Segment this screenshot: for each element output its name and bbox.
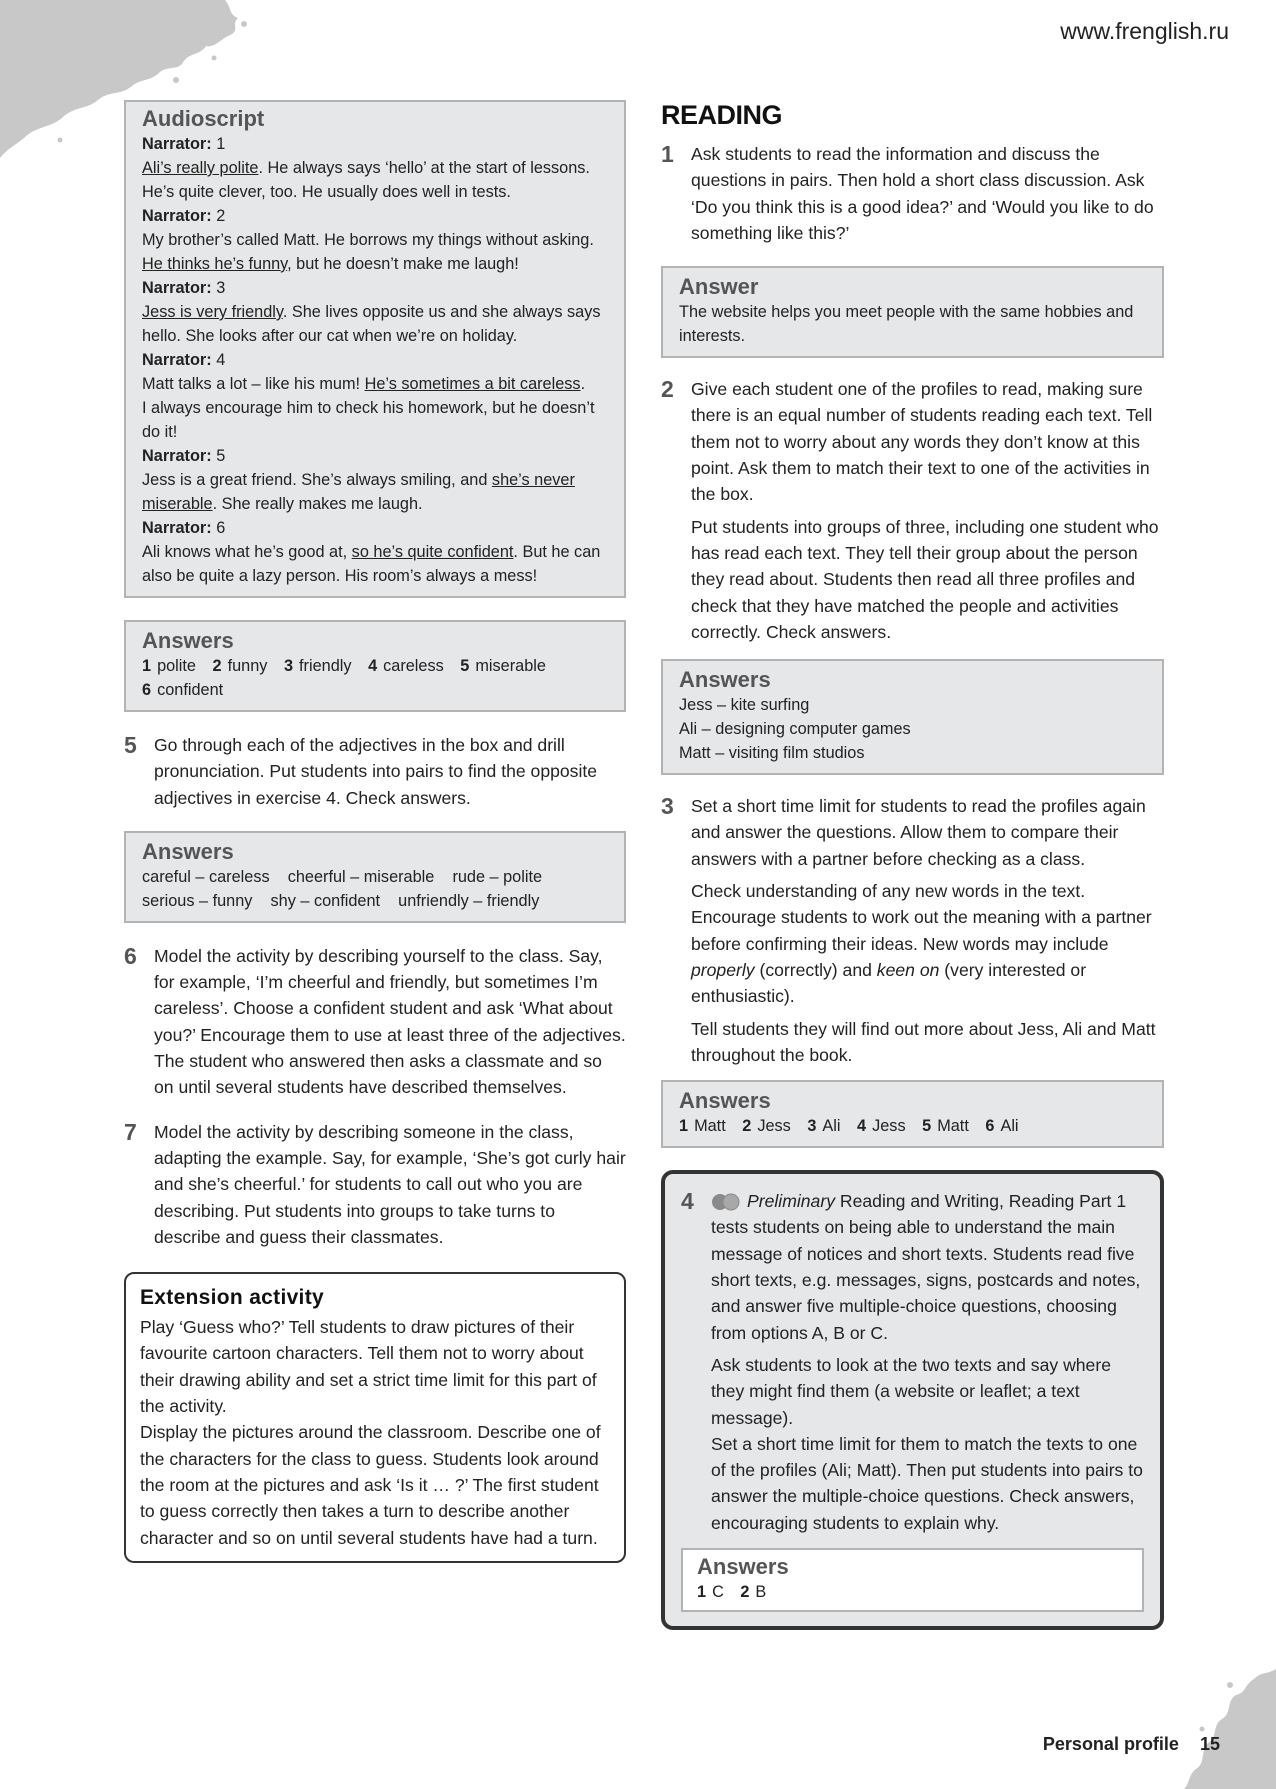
narrator-number: 1: [216, 135, 226, 153]
right-column: [661, 100, 1164, 1630]
answer-text: The website helps you meet people with the same hobbies and interests.: [679, 303, 1134, 346]
narrator-label: Narrator:: [142, 279, 212, 297]
exercise-7: [124, 1119, 626, 1256]
script-text: Ali knows what he’s good at,: [142, 543, 352, 561]
underlined-phrase: He’s sometimes a bit careless: [364, 375, 581, 393]
section-title: Personal profile: [1042, 1734, 1179, 1754]
text-span: (correctly) and: [754, 959, 877, 980]
reading-exercise-4: [681, 1188, 1144, 1542]
answers-line: [142, 889, 610, 913]
reading-exercise-3: [661, 793, 1164, 1074]
audioscript-box: [124, 100, 626, 598]
answer-pair: cheerful – miserable: [287, 867, 435, 886]
answers-list: [679, 1114, 1148, 1138]
answer-text: confident: [157, 681, 224, 699]
answers-title: Answers: [697, 1553, 789, 1579]
answer-text: Jess: [757, 1117, 791, 1136]
script-text: . She lives opposite us and she always says: [282, 303, 601, 321]
text-span: Reading and Writing, Reading Part 1 tests students on being able to understand the main message of notices and short texts. Students read five short texts, e.g. messages, signs, postcards and notes, and answer five multiple-choice questions, choosing from options A, B or C.: [711, 1191, 1141, 1343]
answers-title: Answers: [679, 1088, 771, 1114]
exercise-text: [711, 1188, 1144, 1346]
underlined-phrase: Ali’s really polite: [142, 159, 259, 177]
exercise-text: Put students into groups of three, including one student who has read each text. They tell their group about the person they read about. Students then read all three profiles and check that they have matched the people and activities correctly. Check answers.: [691, 516, 1159, 642]
narrator-number: 4: [216, 351, 226, 369]
exercise-text: Go through each of the adjectives in the box and drill pronunciation. Put students into pairs to find the opposite adjectives in exercise 4. Check answers.: [154, 735, 598, 808]
exercise-number: 4: [681, 1188, 694, 1215]
narrator-label: Narrator:: [142, 447, 212, 465]
audioscript-title: Audioscript: [142, 106, 265, 131]
answer-number: 2: [742, 1117, 752, 1136]
answer-number: 2: [212, 657, 222, 675]
extension-paragraph-1: Play ‘Guess who?’ Tell students to draw pictures of their favourite cartoon characters. Tell them not to worry about their drawing ability and set a strict time limit for this part of the activity.: [140, 1317, 597, 1417]
answer-text: Matt: [937, 1117, 969, 1136]
narrator-number: 5: [216, 447, 226, 465]
narrator-number: 2: [216, 207, 226, 225]
exercise-text: Give each student one of the profiles to read, making sure there is an equal number of students reading each text. Tell them not to worry about any words they don’t know at this point. Ask them to match their text to one of the activities in the box.: [691, 379, 1153, 505]
left-column: [124, 100, 626, 1563]
answers-reading-3-box: [661, 1080, 1164, 1148]
answer-number: 2: [740, 1582, 750, 1601]
answer-number: 1: [142, 657, 152, 675]
answer-number: 1: [697, 1582, 707, 1601]
exercise-number: 7: [124, 1118, 137, 1145]
answers-reading-4-box: [681, 1548, 1144, 1612]
preliminary-exam-box: [661, 1170, 1164, 1630]
reading-exercise-1: [661, 141, 1164, 252]
italic-word: properly: [691, 959, 755, 980]
exercise-text: Set a short time limit for students to read the profiles again and answer the questions. Allow them to compare their answers with a partner before checking as a class.: [691, 796, 1146, 869]
underlined-phrase: Jess is very friendly: [142, 303, 283, 321]
script-text: .: [580, 375, 586, 393]
answer-text: C: [712, 1582, 724, 1601]
answer-title: Answer: [679, 274, 759, 300]
script-text: Matt talks a lot – like his mum!: [142, 375, 365, 393]
answers-line: [142, 865, 610, 889]
answer-number: 4: [857, 1117, 867, 1136]
exercise-text: Model the activity by describing someone in the class, adapting the example. Say, for example, ‘She’s got curly hair and she’s cheerful.’ for students to call out who you are describing. Put students into groups to take turns to describe and guess their classmates.: [154, 1121, 626, 1247]
answer-pair: unfriendly – friendly: [398, 891, 540, 910]
exercise-number: 6: [124, 942, 137, 969]
script-text: I always encourage him to check his homework, but he doesn’t do it!: [142, 399, 595, 441]
script-text: , but he doesn’t make me laugh!: [287, 255, 519, 273]
page-footer: [1043, 1734, 1220, 1755]
answer-text: funny: [227, 657, 268, 675]
exercise-text: Ask students to look at the two texts and say where they might find them (a website or leaflet; a text message).: [711, 1354, 1111, 1428]
answer-number: 5: [460, 657, 470, 675]
page-number: 15: [1199, 1734, 1220, 1754]
exercise-text: Tell students they will find out more about Jess, Ali and Matt throughout the book.: [691, 1018, 1156, 1065]
italic-word: keen on: [876, 959, 940, 980]
exercise-6: [124, 943, 626, 1107]
script-text: . But he can also be quite a lazy person. His room’s always a mess!: [142, 543, 601, 585]
answer-line: Jess – kite surfing: [679, 696, 810, 715]
answer-text: careless: [383, 657, 444, 675]
answer-text: Jess: [872, 1117, 906, 1136]
answers-list: [142, 654, 610, 702]
answer-reading-1-box: [661, 266, 1164, 358]
answer-number: 4: [368, 657, 378, 675]
narrator-label: Narrator:: [142, 519, 212, 537]
answer-number: 6: [142, 681, 152, 699]
answer-line: Matt – visiting film studios: [679, 744, 865, 763]
answer-text: B: [755, 1582, 767, 1601]
answer-pair: shy – confident: [270, 891, 381, 910]
narrator-number: 3: [216, 279, 226, 297]
exercise-number: 5: [124, 732, 137, 758]
script-text: . She really makes me laugh.: [212, 495, 423, 513]
answer-text: Ali: [822, 1117, 841, 1136]
narrator-label: Narrator:: [142, 351, 212, 369]
answer-number: 5: [922, 1117, 932, 1136]
answer-text: miserable: [475, 657, 546, 675]
reading-exercise-2: [661, 376, 1164, 651]
answer-text: polite: [157, 657, 196, 675]
text-span: (very interested or enthusiastic).: [691, 959, 1087, 1007]
narrator-label: Narrator:: [142, 135, 212, 153]
exercise-number: 2: [661, 376, 674, 403]
narrator-label: Narrator:: [142, 207, 212, 225]
exercise-number: 1: [661, 141, 674, 167]
extension-paragraph-2: Display the pictures around the classroom. Describe one of the characters for the class to guess. Students look around the room at the pictures and ask ‘Is it … ?’ The first student to guess correctly then takes a turn to describe another character and so on until several students have had a turn.: [140, 1422, 601, 1548]
answer-pair: careful – careless: [142, 867, 270, 886]
website-url: www.frenglish.ru: [1060, 18, 1229, 44]
answers-reading-2-box: [661, 659, 1164, 775]
answer-text: Ali: [1000, 1117, 1019, 1136]
answers-title: Answers: [142, 628, 234, 653]
script-text: . He always says ‘hello’ at the start of lessons.: [258, 159, 590, 177]
italic-word: Preliminary: [747, 1191, 835, 1212]
answer-text: Matt: [694, 1117, 726, 1136]
answer-text: friendly: [299, 657, 352, 675]
answers-title: Answers: [142, 838, 234, 864]
exam-badge-icon: [711, 1193, 741, 1211]
exercise-5: [124, 732, 626, 817]
answer-pair: rude – polite: [452, 867, 543, 886]
reading-heading: READING: [661, 100, 783, 130]
underlined-phrase: He thinks he’s funny: [142, 255, 288, 273]
script-text: Jess is a great friend. She’s always smiling, and: [142, 471, 492, 489]
extension-title: Extension activity: [140, 1286, 324, 1310]
exercise-text: Model the activity by describing yourself to the class. Say, for example, ‘I’m cheerful and friendly, but sometimes I’m careless’. Choose a confident student and ask ‘What about you?’ Encourage them to use at least three of the adjectives. The student who answered then asks a classmate and so on until several students have described themselves.: [154, 945, 626, 1098]
underlined-phrase: so he’s quite confident: [351, 543, 514, 561]
exercise-text: Set a short time limit for them to match the texts to one of the profiles (Ali; Matt). Then put students into pairs to answer the multiple-choice questions. Check answers, encouraging students to explain why.: [711, 1433, 1143, 1533]
script-text: hello. She looks after our cat when we’re on holiday.: [142, 327, 518, 345]
answer-pair: serious – funny: [142, 891, 253, 910]
underlined-phrase: she’s never miserable: [142, 471, 575, 513]
extension-activity-box: [124, 1272, 626, 1563]
script-text: He’s quite clever, too. He usually does well in tests.: [142, 183, 511, 201]
answer-line: Ali – designing computer games: [679, 720, 911, 739]
script-text: My brother’s called Matt. He borrows my things without asking.: [142, 231, 594, 249]
narrator-number: 6: [216, 519, 226, 537]
answer-number: 3: [807, 1117, 817, 1136]
answers-list: [697, 1580, 1128, 1604]
answers-ex4-box: [124, 620, 626, 712]
paint-splat-bottom-right: [1166, 1669, 1276, 1789]
answers-ex5-box: [124, 831, 626, 923]
answers-title: Answers: [679, 667, 771, 693]
text-span: Check understanding of any new words in the text. Encourage students to work out the meaning with a partner before confirming their ideas. New words may include: [691, 881, 1152, 954]
answer-number: 6: [985, 1117, 995, 1136]
exercise-text: [691, 878, 1164, 1009]
exercise-number: 3: [661, 793, 674, 820]
exercise-text: Ask students to read the information and discuss the questions in pairs. Then hold a short class discussion. Ask ‘Do you think this is a good idea?’ and ‘Would you like to do something like this?’: [691, 144, 1154, 243]
answer-number: 1: [679, 1117, 689, 1136]
answer-number: 3: [283, 657, 294, 675]
